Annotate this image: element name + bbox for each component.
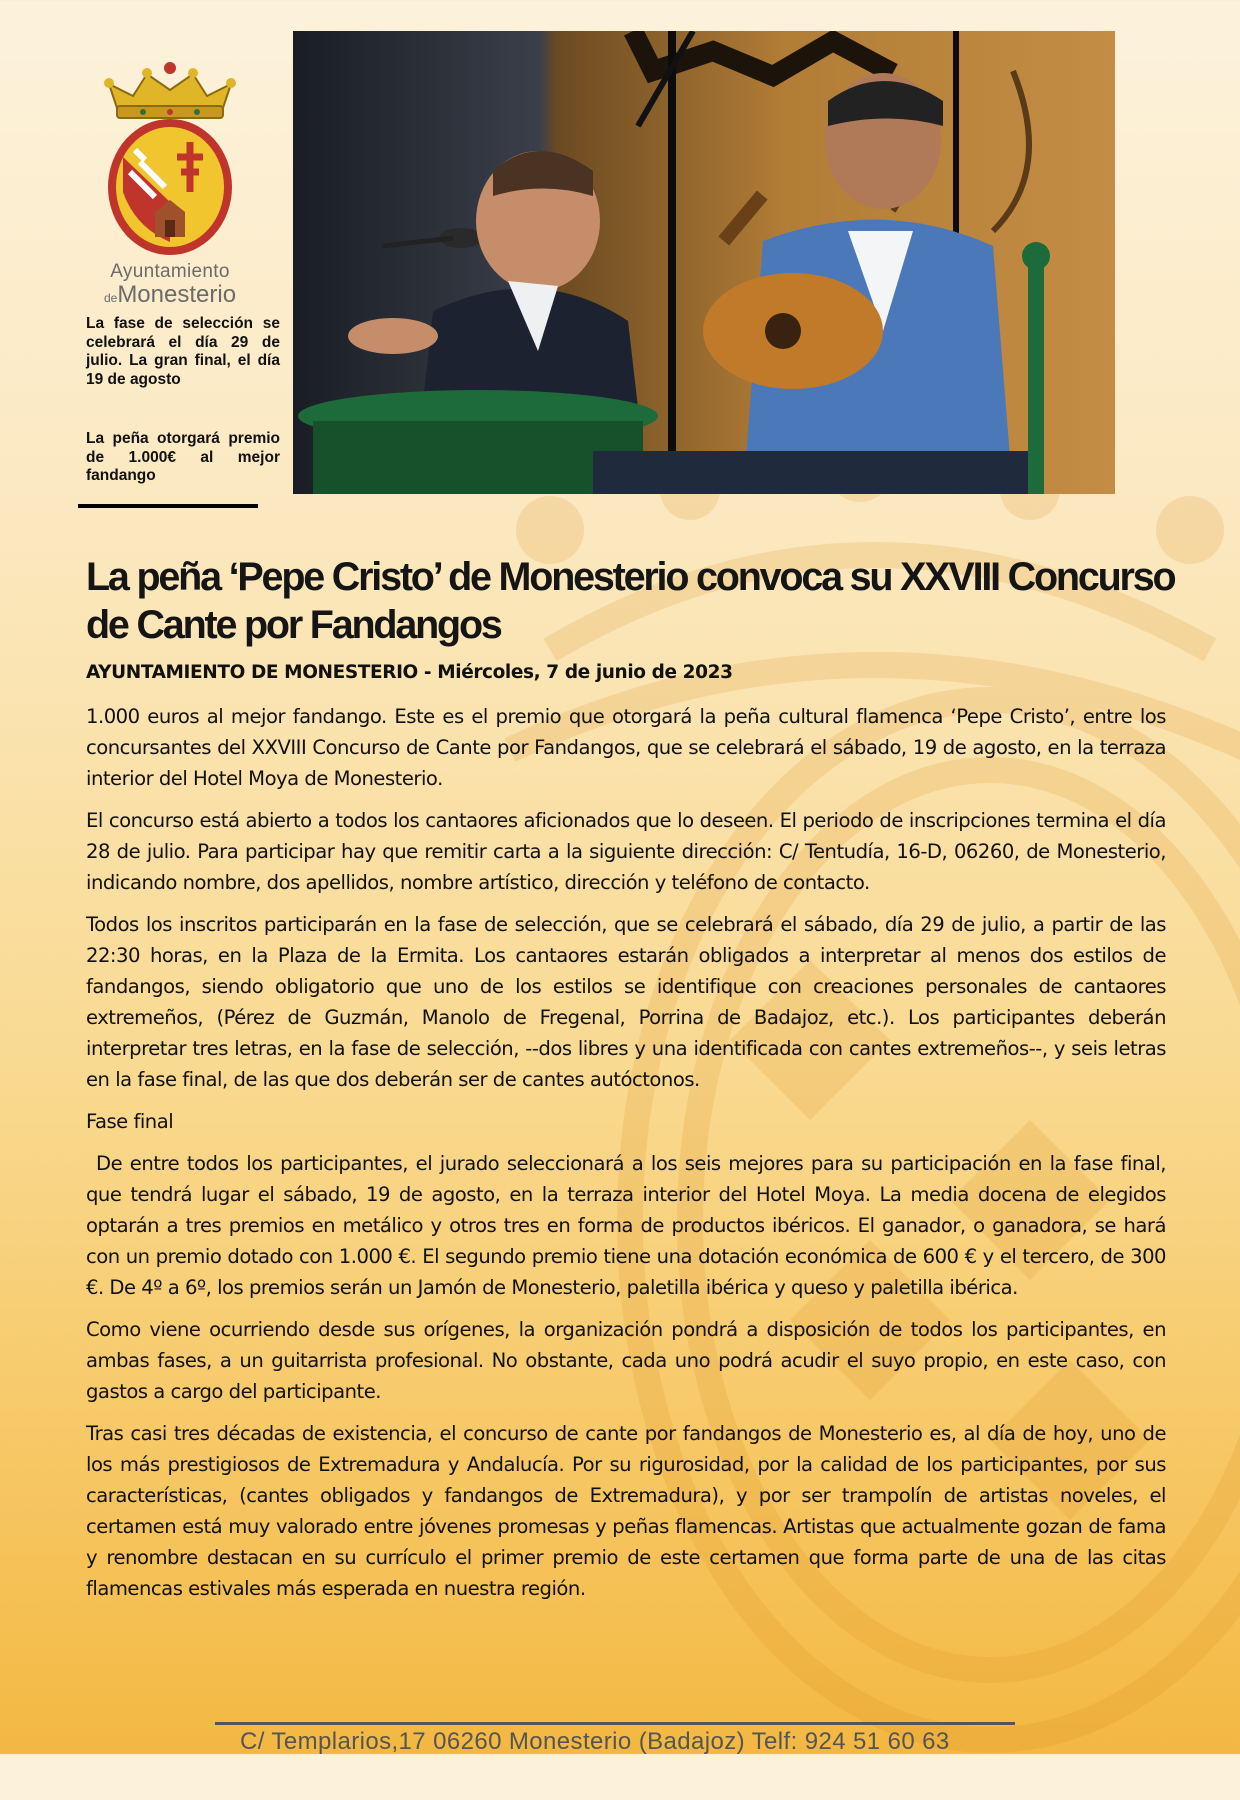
sidebar-highlight-prize: La peña otorgará premio de 1.000€ al mejor fandango (86, 430, 280, 484)
article-paragraph: Como viene ocurriendo desde sus orígenes, la organización pondrá a disposición de todos los participantes, en ambas fases, a un guitarrista profesional. No obstante, cada uno podrá acudir el suyo propio, en este caso, con gastos a cargo del participante. (86, 1318, 1166, 1403)
logo-text-name: Monesterio (117, 281, 237, 308)
town-hall-logo (95, 62, 245, 310)
logo-text-line1: Ayuntamiento (110, 261, 230, 282)
coat-of-arms-icon (95, 62, 245, 257)
logo-text-prefix: de (103, 291, 118, 305)
article-paragraph: 1.000 euros al mejor fandango. Este es el premio que otorgará la peña cultural flamenca ‘Pepe Cristo’, entre los concursantes del XXVIII Concurso de Cante por Fandangos, que se celebrará el sábado, 19 de agosto, en la terraza interior del Hotel Moya de Monesterio. (86, 705, 1166, 790)
article-paragraph: Tras casi tres décadas de existencia, el concurso de cante por fandangos de Monesterio es, al día de hoy, uno de los más prestigiosos de Extremadura y Andalucía. Por su rigurosidad, por la calidad de los participantes, por sus características, (cantes obligados y fandangos de Extremadura), y por ser trampolín de artistas noveles, el certamen está muy valorado entre jóvenes promesas y peñas flamencas. Artistas que actualmente gozan de fama y renombre destacan en su currículo el primer premio de este certamen que forma parte de una de las citas flamencas estivales más esperada en nuestra región. (86, 1422, 1166, 1600)
article-paragraph: El concurso está abierto a todos los cantaores aficionados que lo deseen. El periodo de inscripciones termina el día 28 de julio. Para participar hay que remitir carta a la siguiente dirección: C/ Tentudía, 16-D, 06260, de Monesterio, indicando nombre, dos apellidos, nombre artístico, dirección y teléfono de contacto. (86, 809, 1166, 894)
article-body (86, 701, 1166, 1615)
sidebar-highlight-dates: La fase de selección se celebrará el día 29 de julio. La gran final, el día 19 de agosto (86, 315, 280, 388)
article-byline: AYUNTAMIENTO DE MONESTERIO - Miércoles, 7 de junio de 2023 (86, 662, 733, 683)
logo-text-line2 (95, 283, 245, 310)
sidebar-divider (78, 504, 258, 508)
article-paragraph: Todos los inscritos participarán en la fase de selección, que se celebrará el sábado, día 29 de julio, a partir de las 22:30 horas, en la Plaza de la Ermita. Los cantaores estarán obligados a interpretar al menos dos estilos de fandangos, siendo obligatorio que uno de los estilos se identifique con creaciones personales de cantaores extremeños, (Pérez de Guzmán, Manolo de Fregenal, Porrina de Badajoz, etc.). Los participantes deberán interpretar tres letras, en la fase de selección, --dos libres y una identificada con cantes extremeños--, y seis letras en la fase final, de las que dos deberán ser de cantes autóctonos. (86, 913, 1166, 1091)
footer-divider (215, 1722, 1015, 1725)
article-paragraph: De entre todos los participantes, el jurado seleccionará a los seis mejores para su participación en la fase final, que tendrá lugar el sábado, 19 de agosto, en la terraza interior del Hotel Moya. La media docena de elegidos optarán a tres premios en metálico y otros tres en forma de productos ibéricos. El ganador, o ganadora, se hará con un premio dotado con 1.000 €. El segundo premio tiene una dotación económica de 600 € y el tercero, de 300 €. De 4º a 6º, los premios serán un Jamón de Monesterio, paletilla ibérica y queso y paletilla ibérica. (86, 1152, 1166, 1299)
article-photo (293, 31, 1115, 494)
article-subheading: Fase final (86, 1110, 174, 1133)
crown-icon (104, 62, 236, 118)
article-title: La peña ‘Pepe Cristo’ de Monesterio convoca su XXVIII Concurso de Cante por Fandangos (86, 555, 1175, 647)
footer-address: C/ Templarios,17 06260 Monesterio (Badajoz) Telf: 924 51 60 63 (240, 1728, 950, 1755)
